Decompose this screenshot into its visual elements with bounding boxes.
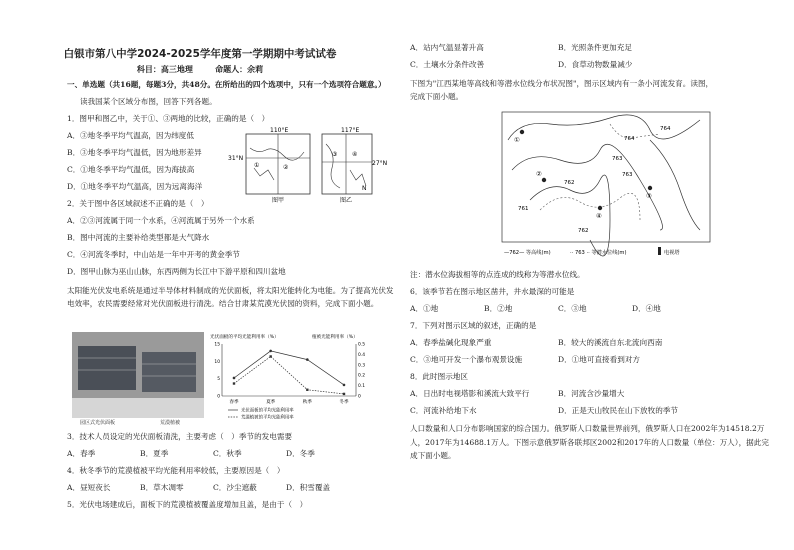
- marker-4: ④: [352, 151, 358, 158]
- q8-option-d: D．正是天山牧民在山下放牧的季节: [558, 406, 678, 415]
- right-column: [402, 0, 782, 550]
- series-0-point-2: [306, 358, 309, 361]
- ytick-right-5: 0.5: [358, 342, 365, 348]
- q6-stem: 6．该季节若在图示地区凿井，井水最深的可能是: [410, 287, 575, 296]
- series-0-point-1: [269, 350, 272, 353]
- lat2-label: 27°N: [372, 160, 388, 167]
- q2-option-c: C．④河流冬季时，中山站是一年中开考的黄金季节: [67, 250, 240, 259]
- q5-option-b: B．光照条件更加充足: [558, 43, 632, 52]
- xtick-0: 春季: [229, 400, 239, 405]
- point-3-label: ③: [646, 192, 652, 200]
- series-0-point-3: [343, 384, 346, 387]
- section1-instruction: 读我国某个区域分布图，回答下列各题。: [80, 97, 217, 106]
- contour-line-2: [512, 144, 663, 230]
- efficiency-chart: [206, 332, 382, 424]
- q3-stem: 3．技术人员设定的光伏面板清洗，主要考虑（ ）季节的发电需要: [67, 432, 293, 441]
- contour-label-763a: 763: [612, 156, 623, 162]
- contour-line-4: [650, 140, 700, 230]
- ytick-left-1: 5: [217, 377, 220, 383]
- q4-option-b: B．草木凋零: [140, 483, 184, 492]
- map-b-coast: [350, 170, 366, 186]
- ytick-left-3: 15: [214, 342, 220, 348]
- q2-option-a: A．②③河流属于同一个水系，④河流属于另外一个水系: [67, 216, 255, 225]
- photo-caption-panel: 园区式光伏面板: [80, 420, 116, 426]
- q4-option-d: D．积雪覆盖: [286, 483, 331, 492]
- series-1-point-2: [306, 389, 308, 391]
- q3-option-a: A．春季: [67, 449, 96, 458]
- q6-option-c: C．③地: [558, 304, 587, 313]
- passage-solar: 太阳能光伏发电系统是通过半导体材料制成的光伏面板，将太阳光能转化为电能。为了提高光伏发电效率，农民需要经常对光伏面板进行清洗。结合甘肃某荒漠光伏园的资料，完成下面小题。: [67, 286, 394, 308]
- map-b-caption: 图乙: [340, 197, 353, 204]
- q4-stem: 4．秋冬季节的荒漠植被平均光能利用率较低，主要原因是（ ）: [67, 466, 285, 475]
- q2-stem: 2．关于图中各区域叙述不正确的是（ ）: [67, 199, 209, 208]
- q8-stem: 8．此时图示地区: [410, 372, 468, 381]
- xtick-2: 秋季: [302, 400, 312, 405]
- q4-option-a: A．昼短夜长: [67, 483, 111, 492]
- q7-stem: 7．下列对图示区域的叙述，正确的是: [410, 321, 537, 330]
- chart-title-right: 植被光能利用率（%）: [312, 335, 358, 340]
- contour-label-762b: 762: [578, 228, 589, 234]
- contour-map: [500, 110, 712, 260]
- point-1-label: ①: [514, 136, 520, 144]
- q1-option-a: A．③地冬季平均气温高，因为纬度低: [67, 131, 194, 140]
- ytick-right-2: 0.2: [358, 373, 365, 379]
- q1-option-d: D．①地冬季平均气温高，因为远离海洋: [67, 182, 203, 191]
- exam-subtitle: [0, 64, 400, 75]
- ytick-right-4: 0.4: [358, 352, 365, 358]
- contour-label-761: 761: [518, 206, 529, 212]
- ytick-right-1: 0.1: [358, 384, 365, 390]
- passage-contour: 下图为"江西某地等高线和等潜水位线分布状况图"，图示区域内有一条小河流发育。读图，完成下面小题。: [410, 79, 714, 101]
- point-2-dot: [542, 178, 546, 182]
- point-1-dot: [520, 130, 524, 134]
- q2-option-d: D．图甲山脉为巫山山脉，东西两侧为长江中下游平原和四川盆地: [67, 267, 286, 276]
- q7-option-a: A．春季盐碱化现象严重: [410, 338, 492, 347]
- passage-population: 人口数量和人口分布影响国家的综合国力。俄罗斯人口数量世界前列，俄罗斯人口在2002年为14518.2万人，2017年为14688.1万人。下图示意俄罗斯各联邦区2002和2017年的人口数量（单位：万人），据此完成下面小题。: [410, 424, 769, 460]
- chart-title-left: 光伏面板的平均光能利用率（%）: [210, 335, 279, 340]
- q7-option-b: B．较大的溪流自东北流向西南: [558, 338, 663, 347]
- point-4-dot: [598, 206, 602, 210]
- lon2-label: 117°E: [341, 127, 360, 134]
- q1-stem: 1．图甲和图乙中，关于①、③两地的比较，正确的是（ ）: [67, 114, 270, 123]
- contour-note: 注：潜水位海拔相等的点连成的线称为等潜水位线。: [410, 270, 585, 279]
- q8-option-a: A．日出时电视塔影和溪流大致平行: [410, 389, 530, 398]
- photo-caption-vegetation: 荒漠植被: [160, 420, 181, 426]
- map-a-mountain: [254, 168, 274, 180]
- point-2-label: ②: [536, 170, 542, 178]
- q6-option-d: D．④地: [632, 304, 661, 313]
- water-line-1: [610, 124, 660, 138]
- q5-stem: 5．光伏电场建成后，面板下的荒漠植被覆盖度增加且盖，是由于（ ）: [67, 500, 308, 509]
- legend-contour: —762— 等高线(m): [504, 250, 551, 256]
- author-label: 命题人：余莉: [215, 64, 264, 74]
- series-line-1: [234, 356, 344, 393]
- q5-option-c: C．土壤水分条件改善: [410, 60, 485, 69]
- legend-label-1: 荒漠植被的平均光能利用率: [241, 415, 294, 421]
- q5-option-d: D．食草动物数量减少: [558, 60, 633, 69]
- legend-water: ·· 763 ·· 等潜水位线(m): [570, 250, 627, 256]
- map-a-caption: 图甲: [272, 197, 285, 204]
- lat1-label: 31°N: [228, 155, 244, 162]
- series-1-point-1: [269, 355, 271, 357]
- point-3-dot: [648, 186, 652, 190]
- section1-heading: 一、单选题（共16题，每题3分，共48分。在所给出的四个选项中，只有一个选项符合题意。）: [67, 80, 386, 89]
- panel-block-1: [78, 346, 136, 390]
- q7-option-d: D．①地可直接看到对方: [558, 355, 641, 364]
- tv-tower-icon: [658, 247, 661, 255]
- contour-line-1: [508, 115, 700, 140]
- ytick-left-2: 10: [214, 359, 220, 365]
- q5-option-a: A．站内气温显著升高: [410, 43, 484, 52]
- xtick-3: 冬季: [339, 400, 349, 405]
- q8-option-c: C．河流补给地下水: [410, 406, 477, 415]
- left-column: [0, 0, 394, 550]
- q3-option-d: D．冬季: [286, 449, 315, 458]
- map-a-river: [250, 148, 304, 160]
- series-1-point-0: [233, 382, 235, 384]
- q7-option-c: C．③地可开发一个瀑布观景设施: [410, 355, 523, 364]
- series-line-0: [234, 351, 344, 385]
- point-4-label: ④: [596, 212, 602, 220]
- q3-option-b: B．夏季: [140, 449, 169, 458]
- q3-option-c: C．秋季: [213, 449, 242, 458]
- q6-option-b: B．②地: [484, 304, 513, 313]
- q8-option-b: B．河流含沙量增大: [558, 389, 625, 398]
- series-1-point-3: [343, 393, 345, 395]
- series-0-point-0: [233, 377, 236, 380]
- solar-photo: [72, 332, 204, 418]
- q6-option-a: A．①地: [410, 304, 439, 313]
- q1-option-b: B．③地冬季平均气温低，因为地形差异: [67, 148, 202, 157]
- legend-tower: 电视塔: [664, 250, 680, 256]
- xtick-1: 夏季: [266, 400, 276, 405]
- ytick-left-0: 0: [217, 394, 220, 400]
- marker-3: ③: [332, 151, 338, 158]
- contour-label-764b: 764: [624, 136, 635, 142]
- q1-option-c: C．①地冬季平均气温低，因为海拔高: [67, 165, 195, 174]
- q2-option-b: B．图中河流的主要补给类型都是大气降水: [67, 233, 210, 242]
- north-label: N: [362, 185, 367, 192]
- q4-option-c: C．沙尘遮蔽: [213, 483, 257, 492]
- lon1-label: 110°E: [270, 127, 289, 134]
- water-line-2: [540, 193, 640, 220]
- map-figure: [228, 124, 396, 206]
- panel-block-2: [142, 352, 196, 392]
- ytick-right-3: 0.3: [358, 363, 365, 369]
- contour-label-764a: 764: [660, 126, 671, 132]
- ytick-right-0: 0: [358, 394, 361, 400]
- contour-frame: [502, 112, 710, 242]
- marker-1: ①: [254, 162, 260, 169]
- contour-label-763b: 763: [622, 172, 633, 178]
- chart-plot: [214, 342, 365, 421]
- legend-label-0: 光伏面板的平均光能利用率: [241, 408, 294, 414]
- contour-label-762a: 762: [564, 180, 575, 186]
- exam-title: 白银市第八中学2024-2025学年度第一学期期中考试试卷: [63, 48, 337, 60]
- subject-label: 科目：高三地理: [136, 64, 193, 74]
- marker-2: ②: [283, 164, 289, 171]
- solar-photo-art: [72, 332, 204, 418]
